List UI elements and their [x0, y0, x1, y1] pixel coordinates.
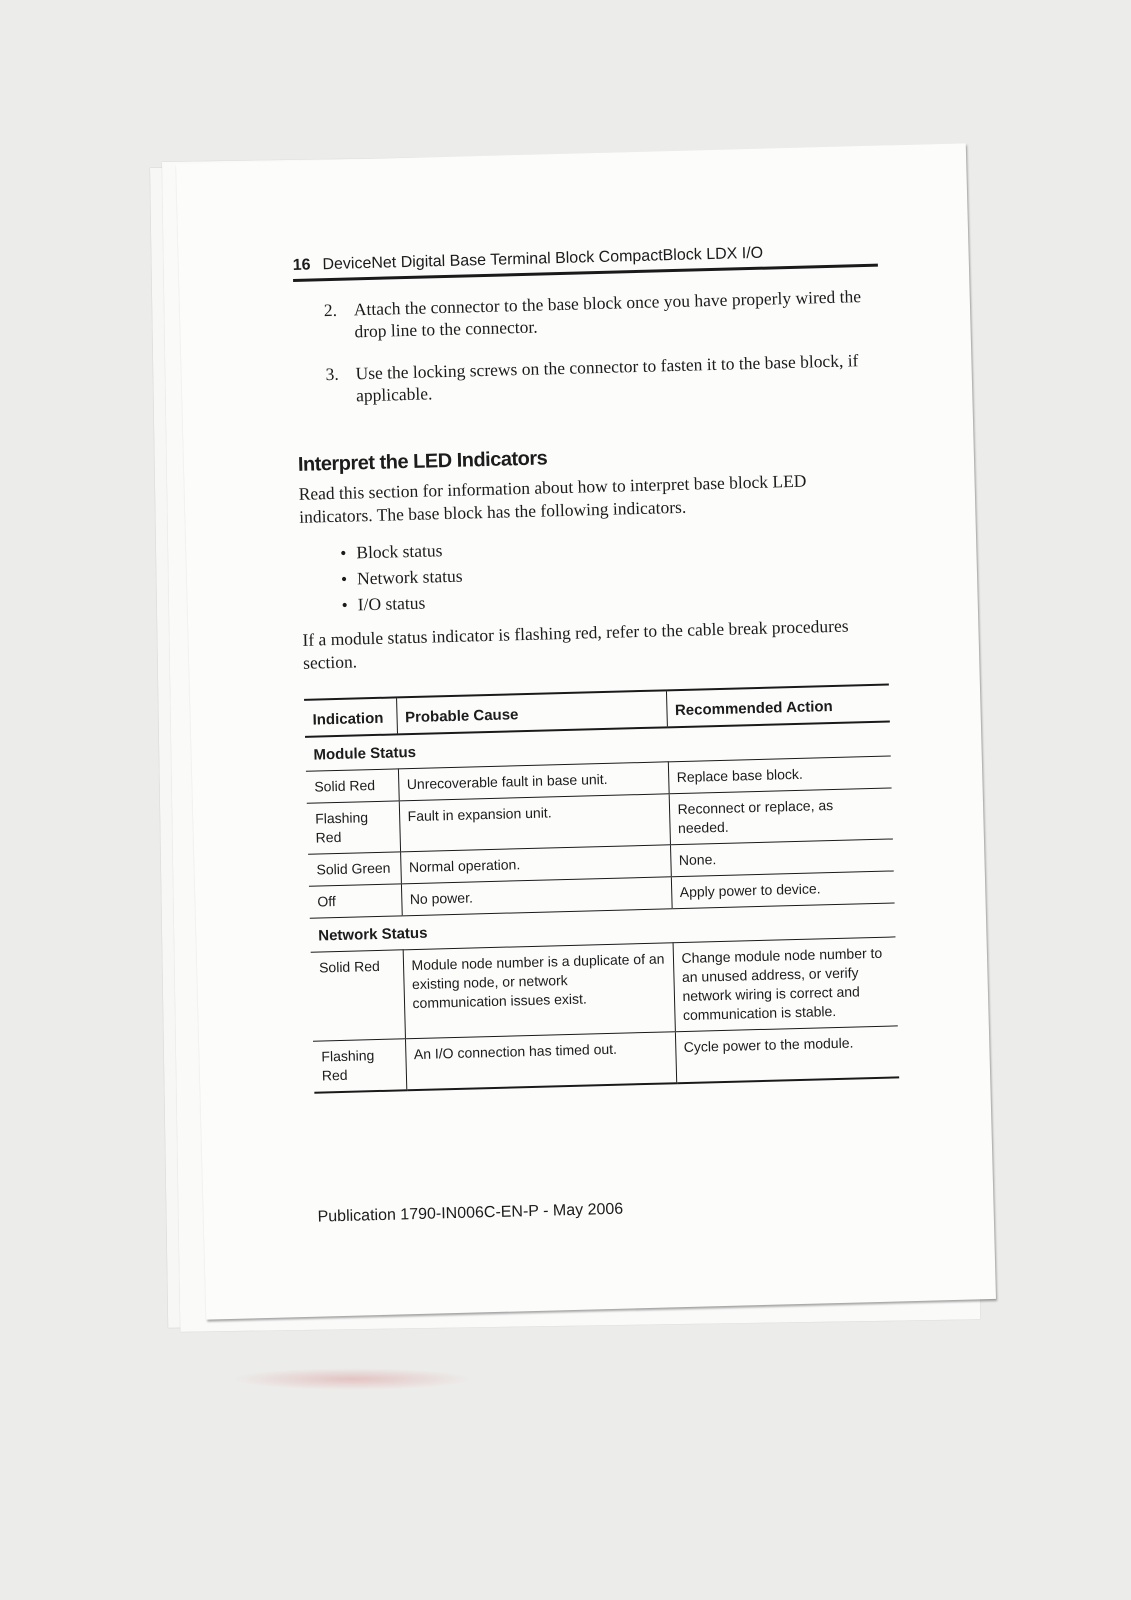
- cell-indication: Flashing Red: [307, 801, 400, 854]
- cell-cause: Unrecoverable fault in base unit.: [398, 762, 669, 801]
- cell-cause: Module node number is a duplicate of an existing node, or network communication issues exist.: [403, 943, 675, 1039]
- cell-action: Apply power to device.: [671, 871, 895, 909]
- step-text: Attach the connector to the base block once you have properly wired the drop line to the connector.: [353, 286, 862, 342]
- step-item: [324, 285, 880, 344]
- step-number: 3.: [325, 363, 339, 385]
- cell-action: Change module node number to an unused address, or verify network wiring is correct and communication is stable.: [673, 937, 898, 1032]
- cell-indication: Solid Red: [311, 950, 405, 1041]
- cell-indication: Solid Red: [306, 769, 399, 803]
- publication-footer: Publication 1790-IN006C-EN-P - May 2006: [317, 1200, 624, 1226]
- led-indicator-table: [304, 684, 899, 1094]
- step-item: [325, 349, 881, 408]
- document-page: [176, 143, 996, 1319]
- step-list: [294, 285, 882, 408]
- cell-indication: Solid Green: [308, 852, 401, 886]
- list-item: • Block status: [340, 526, 885, 566]
- cell-cause: Normal operation.: [400, 845, 671, 884]
- cell-indication: Flashing Red: [313, 1039, 406, 1093]
- cell-indication: Off: [309, 884, 402, 918]
- group-title-module-status: Module Status: [305, 722, 891, 772]
- column-header-indication: Indication: [304, 697, 397, 736]
- paper-smudge: [232, 1368, 472, 1390]
- cell-action: Replace base block.: [668, 756, 892, 794]
- list-item: • Network status: [341, 552, 886, 592]
- column-header-recommended-action: Recommended Action: [666, 685, 890, 728]
- step-number: 2.: [323, 299, 338, 321]
- column-header-probable-cause: Probable Cause: [396, 690, 667, 734]
- cell-action: Cycle power to the module.: [675, 1026, 899, 1083]
- cell-action: None.: [670, 839, 894, 877]
- table-row: [311, 937, 898, 1041]
- indicator-list: [300, 526, 887, 619]
- cell-cause: Fault in expansion unit.: [399, 794, 670, 852]
- list-item: • I/O status: [341, 578, 886, 618]
- page-content: [292, 242, 899, 1094]
- page-number: 16: [292, 256, 311, 274]
- cell-action: Reconnect or replace, as needed.: [669, 788, 893, 845]
- section-heading: Interpret the LED Indicators: [297, 447, 548, 476]
- cell-cause: An I/O connection has timed out.: [405, 1032, 676, 1091]
- section-note: If a module status indicator is flashing red, refer to the cable break procedures section.: [302, 615, 849, 673]
- step-text: Use the locking screws on the connector to fasten it to the base block, if applicable.: [355, 350, 859, 406]
- running-header: [292, 242, 877, 282]
- cell-cause: No power.: [401, 877, 672, 916]
- document-title: DeviceNet Digital Base Terminal Block CompactBlock LDX I/O: [322, 244, 764, 274]
- group-title-network-status: Network Status: [310, 903, 896, 952]
- section-intro: Read this section for information about how to interpret base block LED indicators. The base block has the following indicators.: [298, 470, 807, 527]
